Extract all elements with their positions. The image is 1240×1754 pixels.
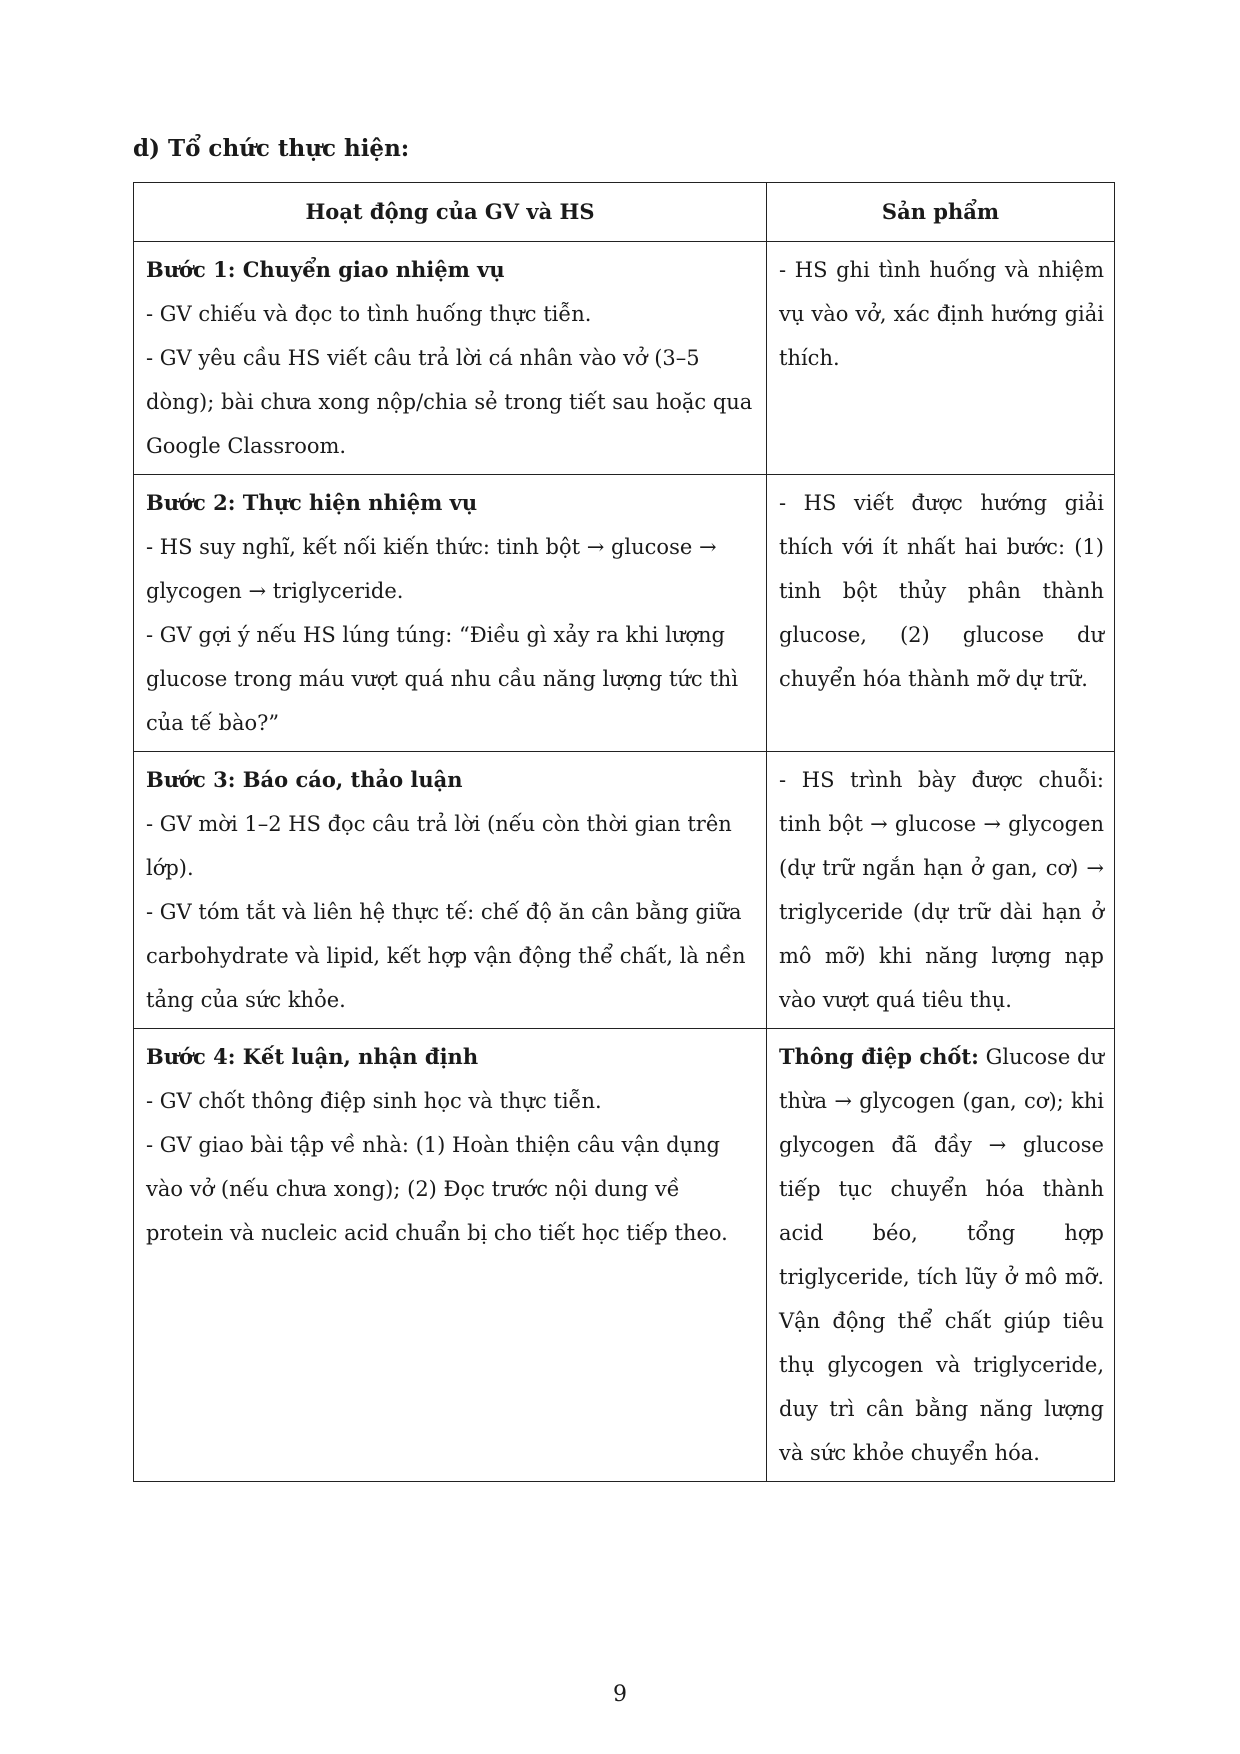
header-product: Sản phẩm — [767, 183, 1115, 242]
activity-line: - HS suy nghĩ, kết nối kiến thức: tinh bột → glucose → glycogen → triglyceride. — [146, 535, 717, 603]
key-message-label: Thông điệp chốt: — [779, 1044, 979, 1069]
activity-cell — [134, 475, 767, 752]
table-header-row — [134, 183, 1115, 242]
product-text: Glucose dư thừa → glycogen (gan, cơ); khi glycogen đã đầy → glucose tiếp tục chuyển hóa thành acid béo, tổng hợp triglyceride, tích lũy ở mô mỡ. Vận động thể chất giúp tiêu thụ glycogen và triglyceride, duy trì cân bằng năng lượng và sức khỏe chuyển hóa. — [779, 1045, 1104, 1465]
activity-cell — [134, 242, 767, 475]
activity-line: - GV giao bài tập về nhà: (1) Hoàn thiện câu vận dụng vào vở (nếu chưa xong); (2) Đọc trước nội dung về protein và nucleic acid chuẩn bị cho tiết học tiếp theo. — [146, 1133, 728, 1245]
section-heading: d) Tổ chức thực hiện: — [133, 135, 410, 162]
header-activity: Hoạt động của GV và HS — [134, 183, 767, 242]
step-title: Bước 3: Báo cáo, thảo luận — [146, 767, 463, 792]
step-title: Bước 1: Chuyển giao nhiệm vụ — [146, 257, 505, 282]
table-row — [134, 752, 1115, 1029]
table-row — [134, 242, 1115, 475]
product-cell — [767, 1029, 1115, 1482]
product-cell — [767, 752, 1115, 1029]
table-row — [134, 475, 1115, 752]
table-row — [134, 1029, 1115, 1482]
step-title: Bước 2: Thực hiện nhiệm vụ — [146, 490, 478, 515]
product-text: - HS trình bày được chuỗi: tinh bột → glucose → glycogen (dự trữ ngắn hạn ở gan, cơ) → triglyceride (dự trữ dài hạn ở mô mỡ) khi năng lượng nạp vào vượt quá tiêu thụ. — [779, 768, 1104, 1012]
product-cell — [767, 242, 1115, 475]
activity-line: - GV yêu cầu HS viết câu trả lời cá nhân vào vở (3–5 dòng); bài chưa xong nộp/chia sẻ trong tiết sau hoặc qua Google Classroom. — [146, 346, 753, 458]
step-title: Bước 4: Kết luận, nhận định — [146, 1044, 479, 1069]
activity-line: - GV chiếu và đọc to tình huống thực tiễn. — [146, 302, 592, 326]
product-text: - HS viết được hướng giải thích với ít nhất hai bước: (1) tinh bột thủy phân thành glucose, (2) glucose dư chuyển hóa thành mỡ dự trữ. — [779, 491, 1104, 691]
page-number: 9 — [613, 1682, 627, 1707]
product-cell — [767, 475, 1115, 752]
implementation-table — [133, 182, 1115, 1482]
activity-line: - GV mời 1–2 HS đọc câu trả lời (nếu còn thời gian trên lớp). — [146, 812, 732, 880]
activity-cell — [134, 752, 767, 1029]
activity-line: - GV tóm tắt và liên hệ thực tế: chế độ ăn cân bằng giữa carbohydrate và lipid, kết hợp vận động thể chất, là nền tảng của sức khỏe. — [146, 900, 746, 1012]
activity-line: - GV gợi ý nếu HS lúng túng: “Điều gì xảy ra khi lượng glucose trong máu vượt quá nhu cầu năng lượng tức thì của tế bào?” — [146, 623, 739, 735]
product-text: - HS ghi tình huống và nhiệm vụ vào vở, xác định hướng giải thích. — [779, 258, 1104, 370]
activity-cell — [134, 1029, 767, 1482]
activity-line: - GV chốt thông điệp sinh học và thực tiễn. — [146, 1089, 602, 1113]
